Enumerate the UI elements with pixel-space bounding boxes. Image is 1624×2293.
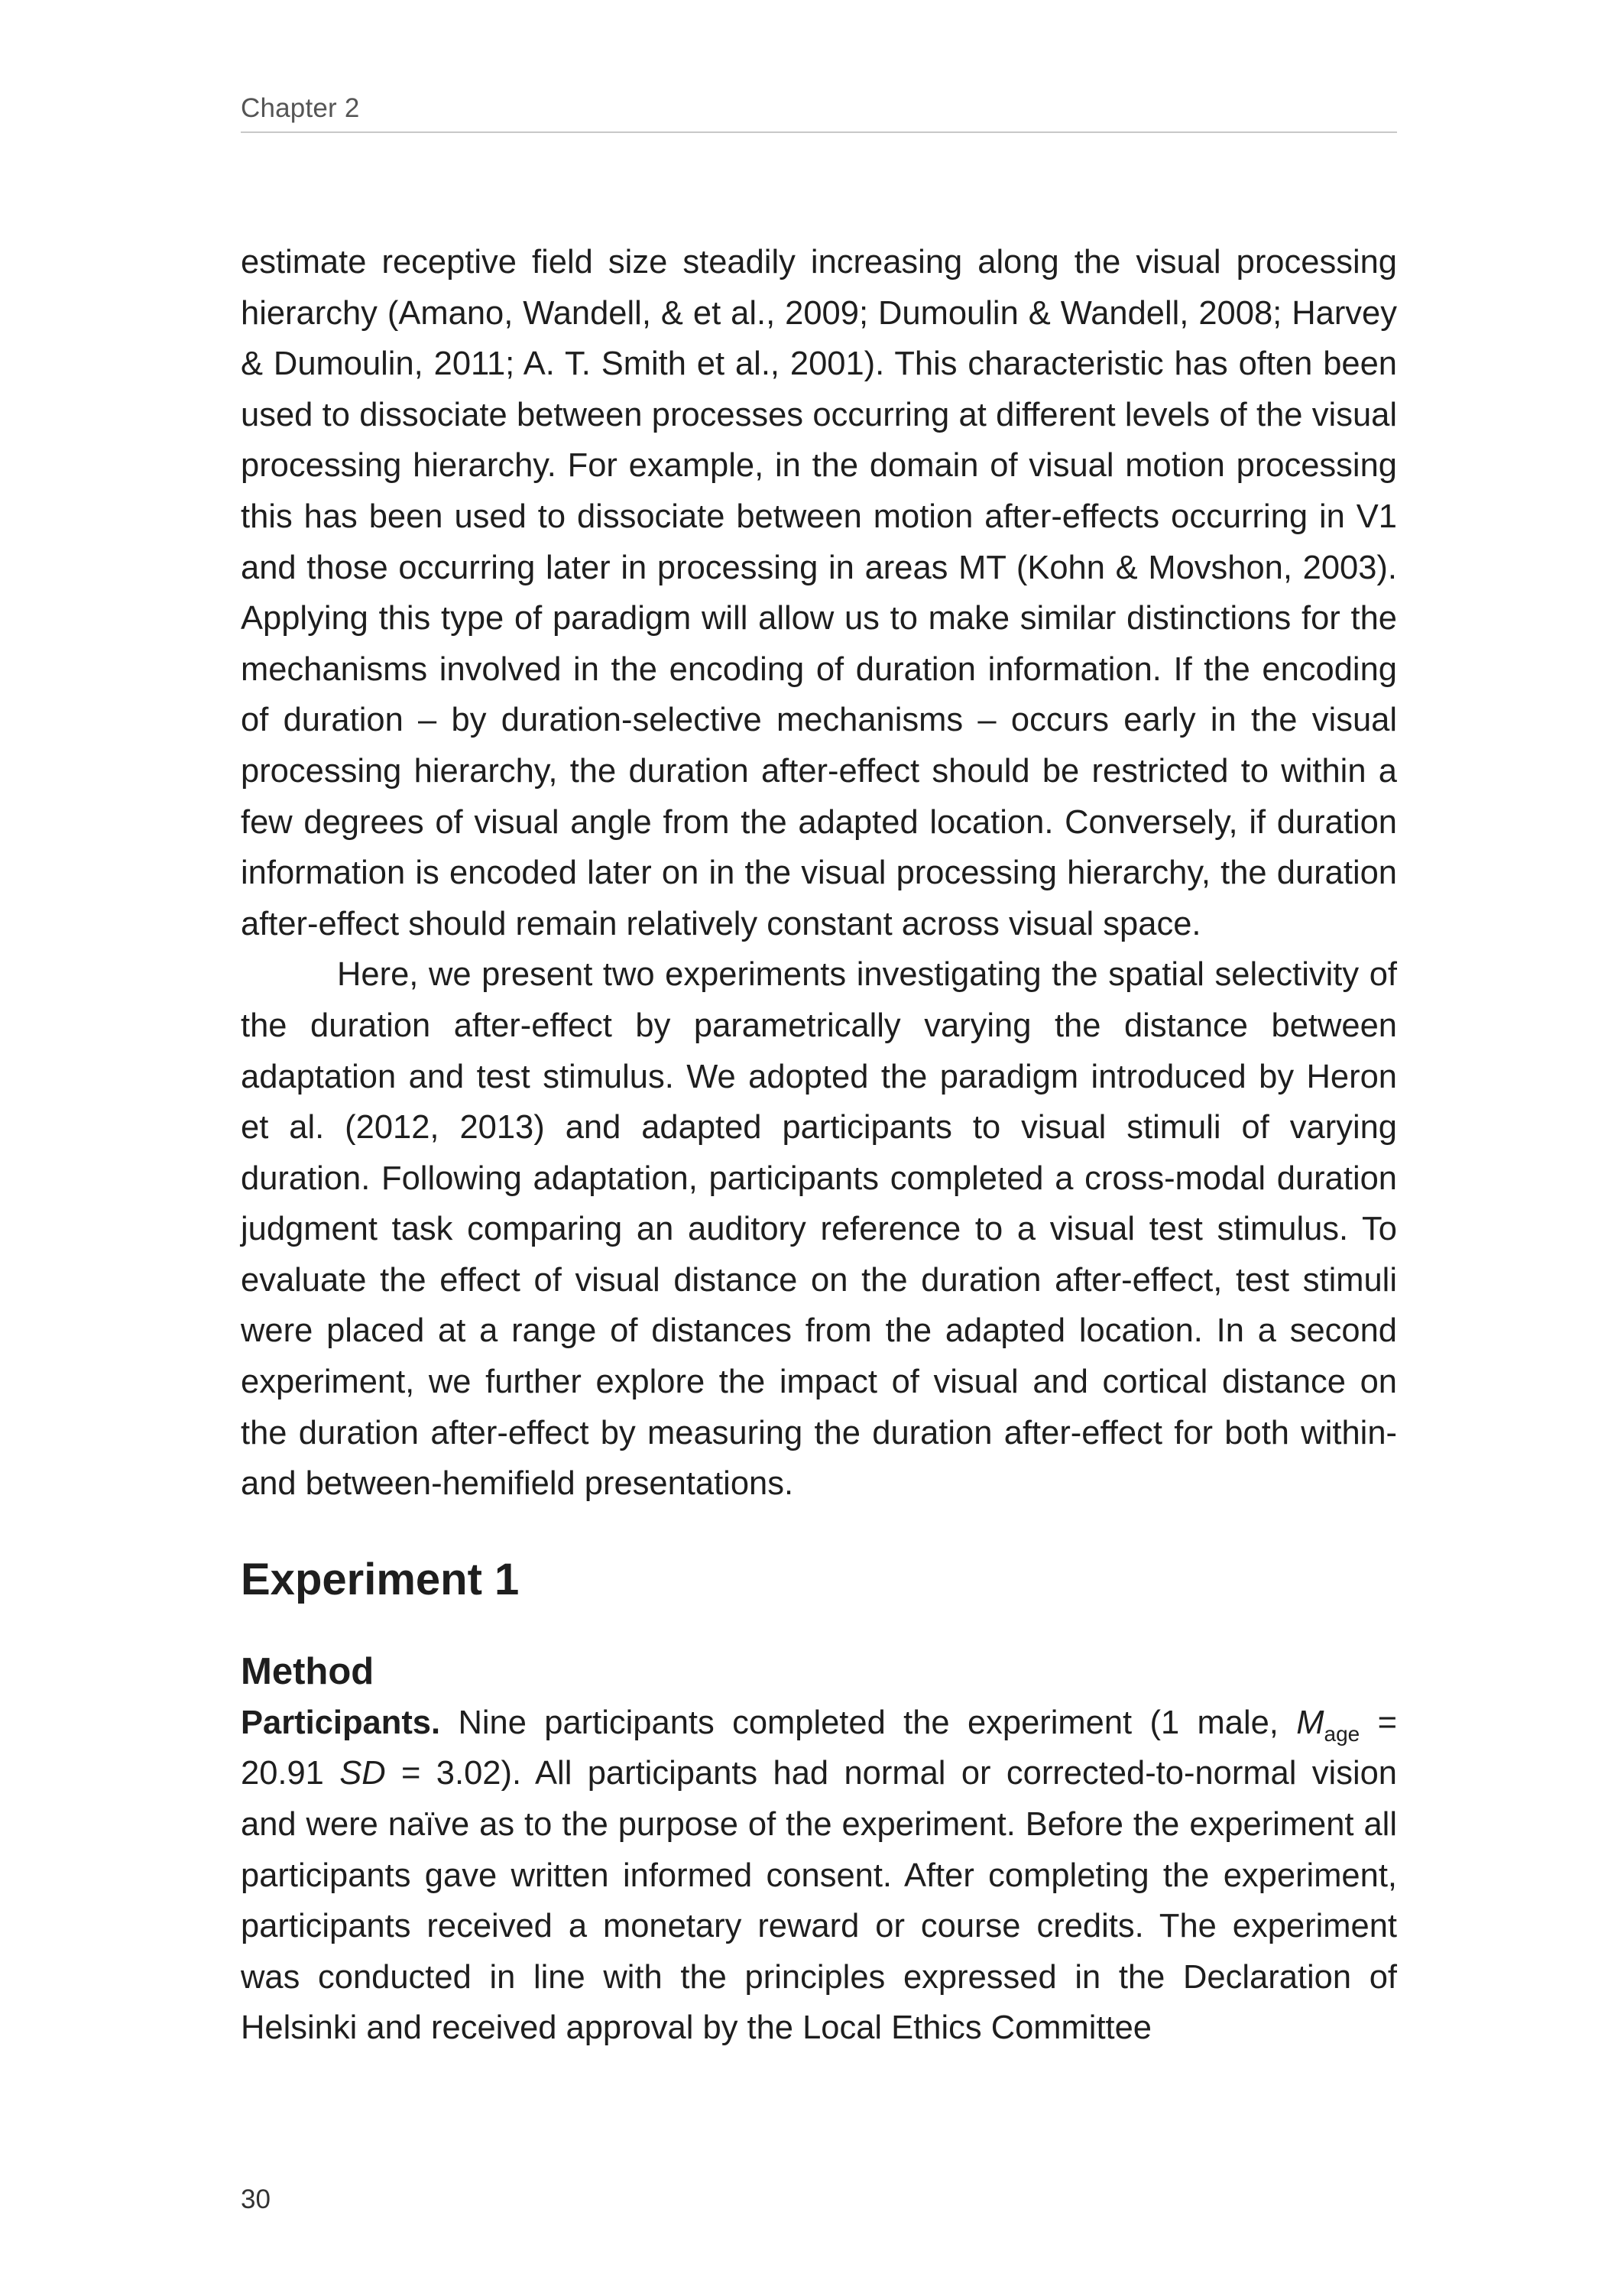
subsection-heading-method: Method	[241, 1650, 374, 1692]
page-number: 30	[241, 2184, 271, 2214]
participants-label: Participants.	[241, 1704, 441, 1741]
running-header: Chapter 2	[241, 93, 360, 123]
sd-symbol: SD	[339, 1755, 386, 1792]
body-text	[241, 237, 1397, 2054]
participants-text-b: = 20.91	[241, 1704, 1397, 1792]
participants-text-a: Nine participants completed the experiment (1 male,	[440, 1704, 1297, 1741]
paragraph-participants	[241, 1698, 1397, 2054]
participants-text-c: = 3.02). All participants had normal or corrected-to-normal vision and were naïve as to the purpose of the experiment. Before the experiment all participants gave written informed consent. After completing the experiment, participants received a monetary reward or course credits. The experiment was conducted in line with the principles expressed in the Declaration of Helsinki and received approval by the Local Ethics Committee	[241, 1755, 1397, 2047]
header-rule	[241, 131, 1397, 133]
mean-age-subscript: age	[1324, 1721, 1360, 1746]
mean-age-symbol: M	[1296, 1704, 1324, 1741]
paragraph-present-experiments: Here, we present two experiments investigating the spatial selectivity of the duration after-effect by parametrically varying the distance between adaptation and test stimulus. We adopted the paradigm introduced by Heron et al. (2012, 2013) and adapted participants to visual stimuli of varying duration. Following adaptation, participants completed a cross-modal duration judgment task comparing an auditory reference to a visual test stimulus. To evaluate the effect of visual distance on the duration after-effect, test stimuli were placed at a range of distances from the adapted location. In a second experiment, we further explore the impact of visual and cortical distance on the duration after-effect by measuring the duration after-effect for both within- and between-hemifield presentations.	[241, 956, 1397, 1503]
paragraph-intro-continued: estimate receptive field size steadily increasing along the visual processing hierarchy (Amano, Wandell, & et al., 2009; Dumoulin & Wandell, 2008; Harvey & Dumoulin, 2011; A. T. Smith et al., 2001). This characteristic has often been used to dissociate between processes occurring at different levels of the visual processing hierarchy. For example, in the domain of visual motion processing this has been used to dissociate between motion after-effects occurring in V1 and those occurring later in processing in areas MT (Kohn & Movshon, 2003). Applying this type of paradigm will allow us to make similar distinctions for the mechanisms involved in the encoding of duration information. If the encoding of duration – by duration-selective mechanisms – occurs early in the visual processing hierarchy, the duration after-effect should be restricted to within a few degrees of visual angle from the adapted location. Conversely, if duration information is encoded later on in the visual processing hierarchy, the duration after-effect should remain relatively constant across visual space.	[241, 244, 1397, 942]
section-heading-experiment-1: Experiment 1	[241, 1554, 520, 1604]
